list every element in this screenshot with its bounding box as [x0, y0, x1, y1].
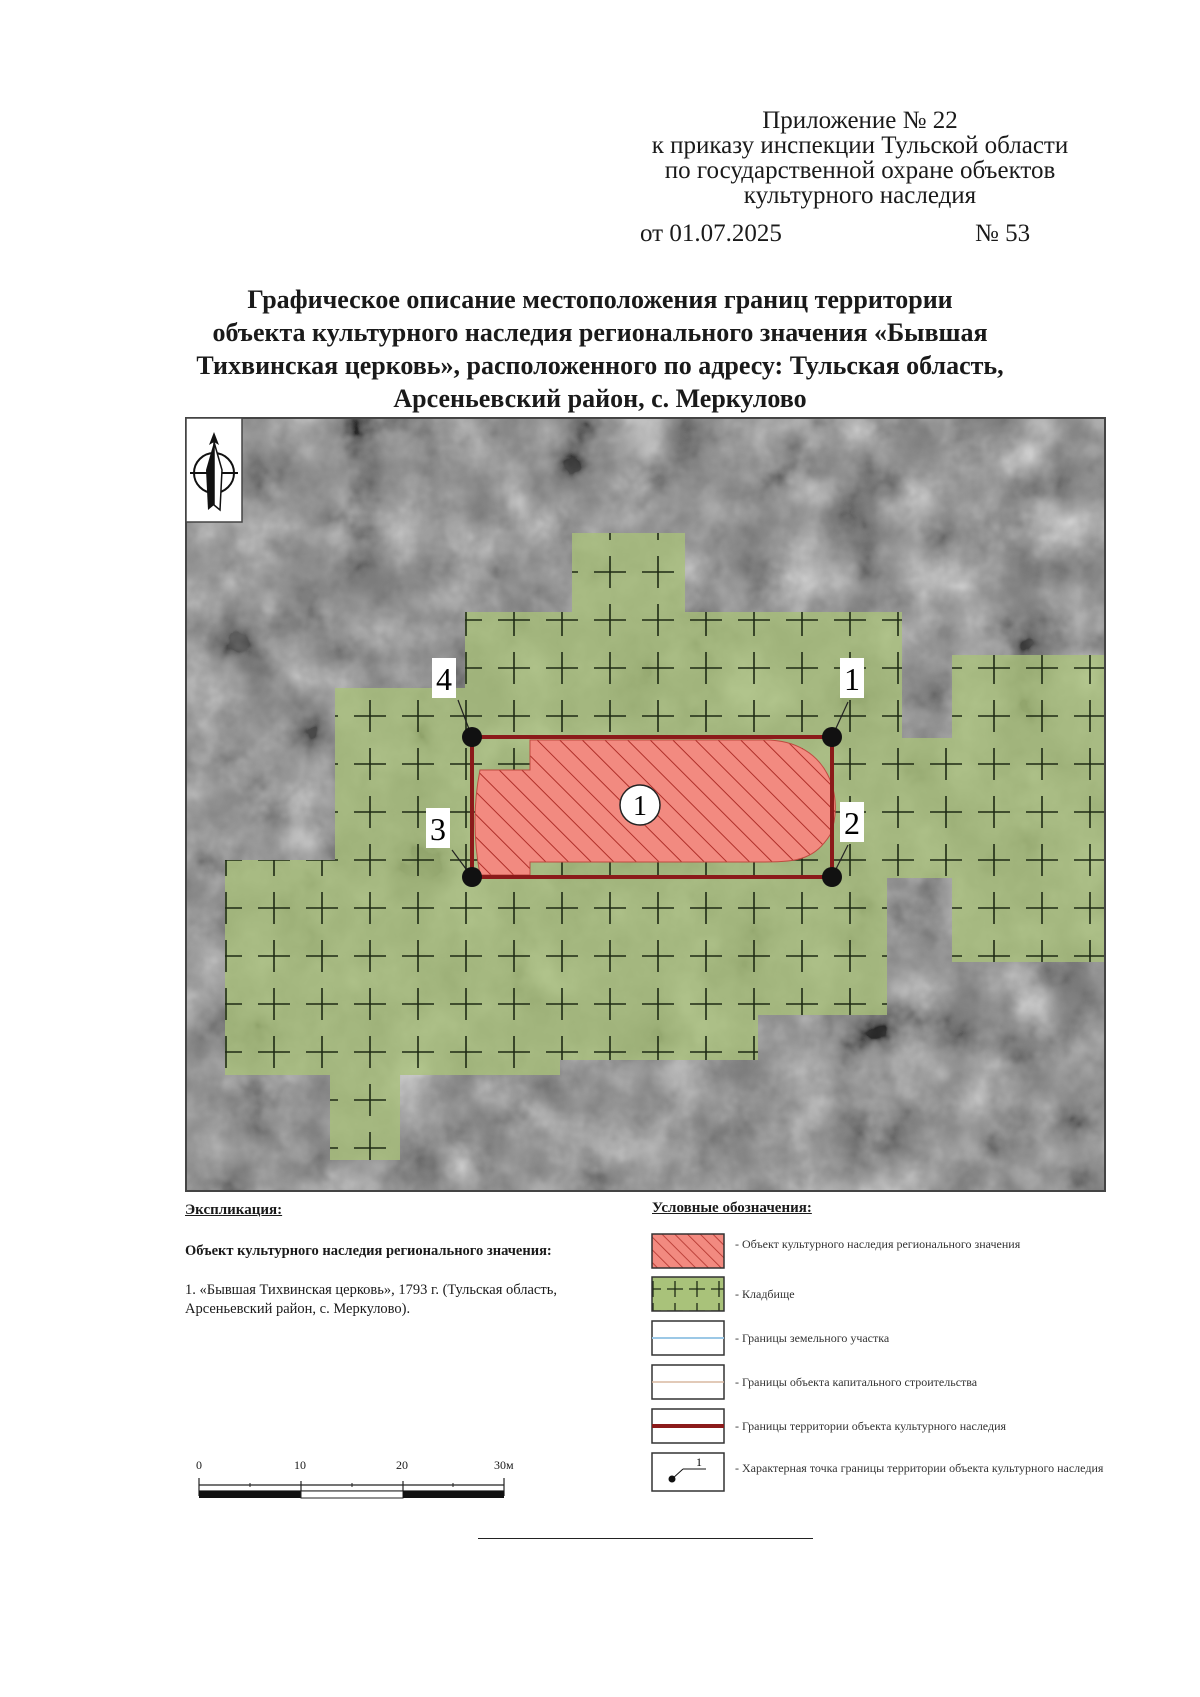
legend-text-boundary: - Границы территории объекта культурного наследия: [735, 1419, 1007, 1433]
scale-label-10: 10: [294, 1458, 306, 1472]
legend-symbol-cemetery: [652, 1277, 724, 1311]
point-label-4: 4: [436, 661, 452, 697]
object-label: 1: [633, 791, 647, 822]
legend-text-capital-building: - Границы объекта капитального строительства: [735, 1375, 978, 1389]
legend-heading: Условные обозначения:: [652, 1200, 812, 1216]
legend-symbol-heritage: [652, 1234, 724, 1268]
legend-symbol-boundary: [652, 1409, 724, 1443]
appendix-line-4: культурного наследия: [743, 182, 977, 209]
point-label-2: 2: [844, 805, 860, 841]
order-date: от 01.07.2025: [640, 220, 782, 247]
explication-category: Объект культурного наследия регионального значения:: [185, 1243, 552, 1259]
scale-bar: [199, 1478, 504, 1498]
appendix-number: Приложение № 22: [762, 107, 958, 134]
title-line-3: Тихвинская церковь», расположенного по адресу: Тульская область,: [196, 351, 1004, 380]
scale-label-30: 30м: [494, 1458, 514, 1472]
scale-label-20: 20: [396, 1458, 408, 1472]
bottom-divider: [478, 1538, 813, 1539]
north-arrow-icon: [186, 418, 242, 522]
appendix-line-2: к приказу инспекции Тульской области: [651, 132, 1069, 159]
legend-symbol-capital-building: [652, 1365, 724, 1399]
point-label-1: 1: [844, 661, 860, 697]
order-number: № 53: [975, 220, 1031, 247]
point-label-3: 3: [430, 811, 446, 847]
legend-text-land-parcel: - Границы земельного участка: [735, 1331, 890, 1345]
object-label-marker: [620, 785, 660, 825]
explication-item: 1. «Бывшая Тихвинская церковь», 1793 г. (Тульская область, Арсеньевский район, с. Меркулово).: [185, 1282, 557, 1317]
title-line-1: Графическое описание местоположения границ территории: [247, 285, 953, 314]
title-line-4: Арсеньевский район, с. Меркулово: [393, 384, 807, 413]
legend-symbol-point: [652, 1453, 724, 1491]
legend-point-number: 1: [696, 1455, 702, 1469]
appendix-line-3: по государственной охране объектов: [664, 157, 1056, 184]
explication-heading: Экспликация:: [185, 1202, 283, 1218]
scale-label-0: 0: [196, 1458, 202, 1472]
legend-text-point: - Характерная точка границы территории объекта культурного наследия: [735, 1461, 1104, 1475]
title-line-2: объекта культурного наследия регионального значения «Бывшая: [212, 318, 988, 347]
legend-symbol-land-parcel: [652, 1321, 724, 1355]
legend-text-heritage: - Объект культурного наследия регионального значения: [735, 1237, 1021, 1251]
legend-text-cemetery: - Кладбище: [735, 1287, 795, 1301]
